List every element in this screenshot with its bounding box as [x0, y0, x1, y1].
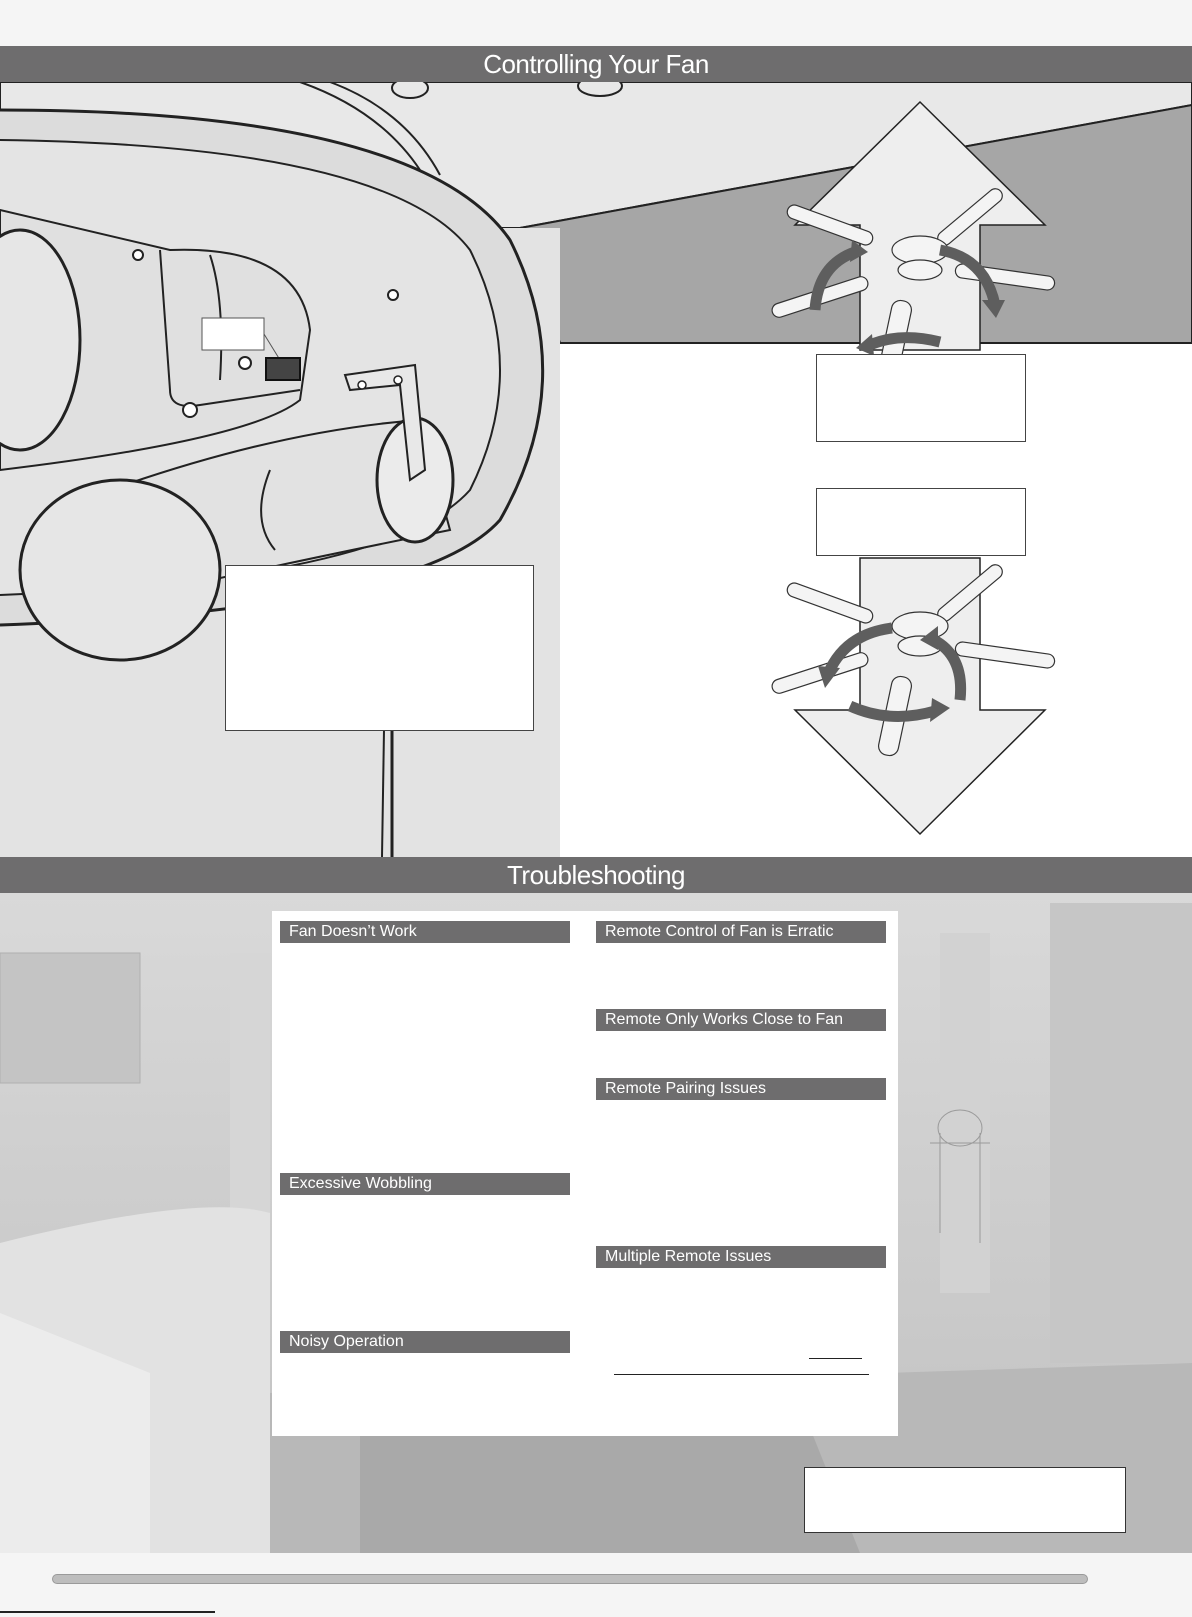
heading-remote-erratic: Remote Control of Fan is Erratic: [596, 921, 886, 943]
heading-fan-doesnt-work: Fan Doesn’t Work: [280, 921, 570, 943]
heading-remote-close-only: Remote Only Works Close to Fan: [596, 1009, 886, 1031]
section-title-troubleshooting: Troubleshooting: [0, 857, 1192, 893]
switch-instructions-box: [225, 565, 534, 731]
divider-line: [809, 1358, 862, 1359]
footer-line: [0, 1611, 215, 1613]
winter-mode-label-box: [816, 488, 1026, 556]
heading-multiple-remote: Multiple Remote Issues: [596, 1246, 886, 1268]
footer-rule: [52, 1574, 1088, 1584]
section-title-controlling-your-fan: Controlling Your Fan: [0, 46, 1192, 82]
troubleshooting-panel: [272, 911, 898, 1436]
heading-noisy-operation: Noisy Operation: [280, 1331, 570, 1353]
fan-control-illustration: [0, 82, 1192, 857]
down-arrow-icon: [770, 556, 1070, 857]
summer-mode-label-box: [816, 354, 1026, 442]
divider-line: [614, 1374, 869, 1375]
heading-remote-pairing: Remote Pairing Issues: [596, 1078, 886, 1100]
heading-excessive-wobbling: Excessive Wobbling: [280, 1173, 570, 1195]
notice-box: [804, 1467, 1126, 1533]
